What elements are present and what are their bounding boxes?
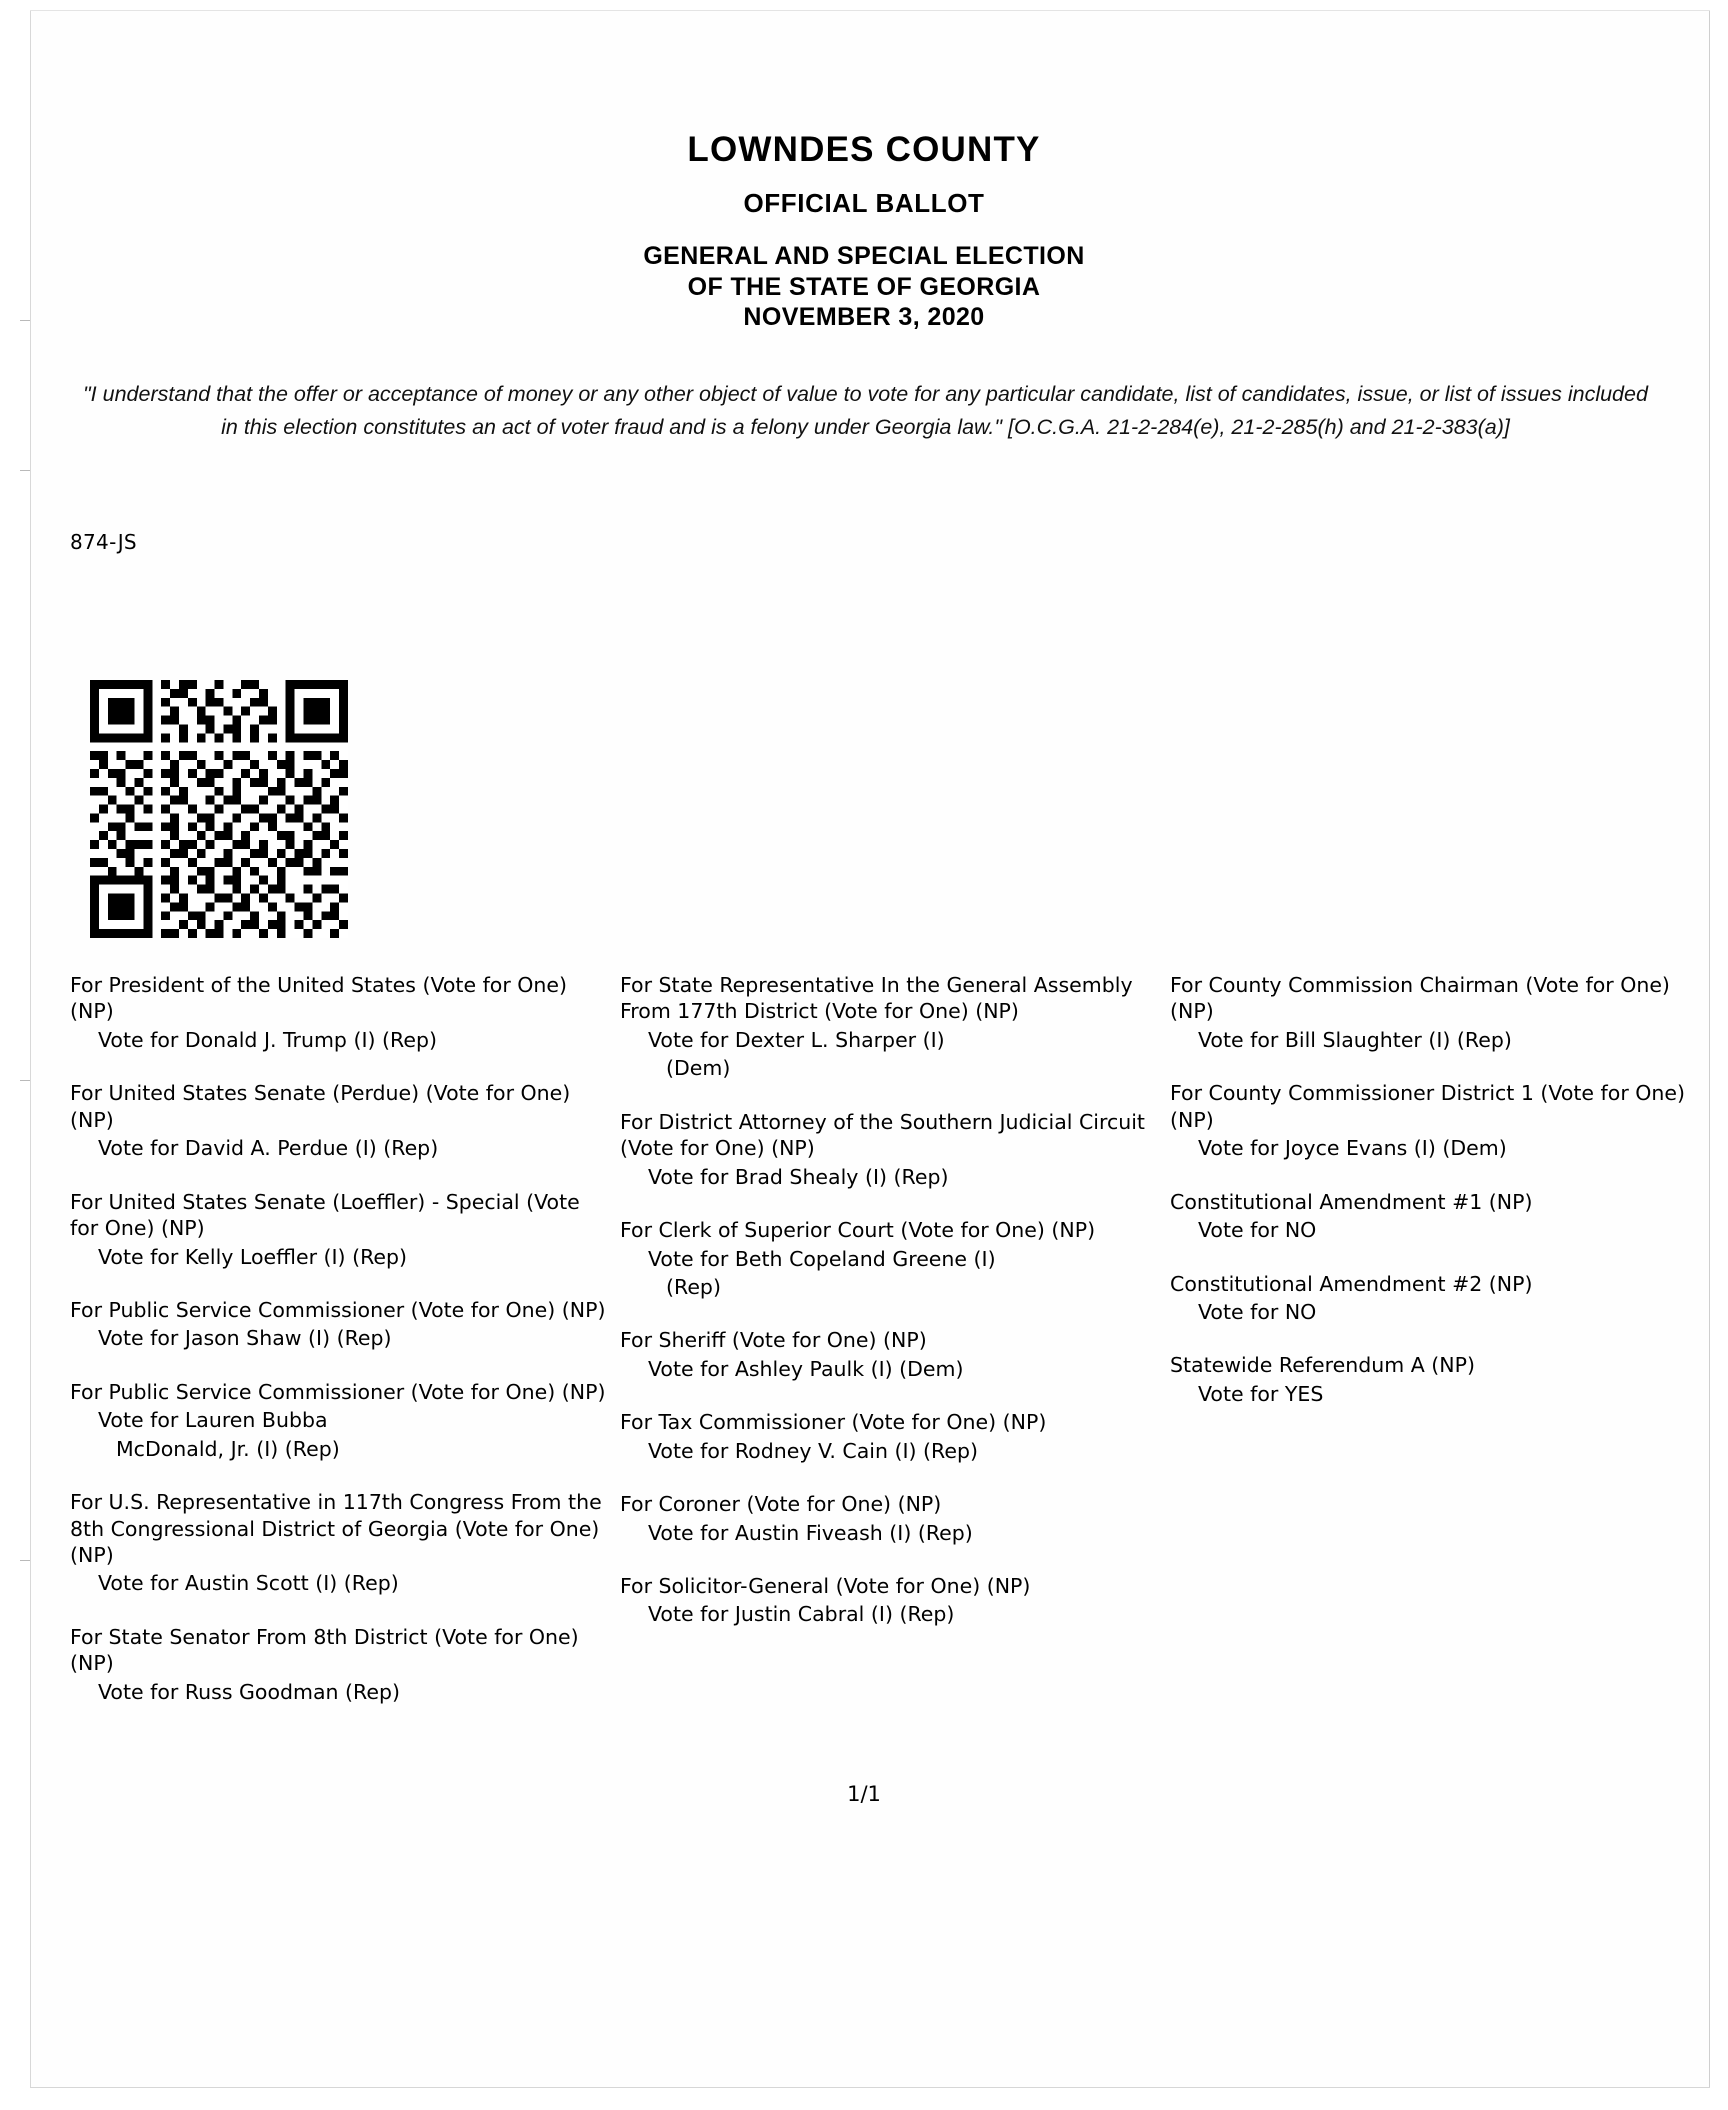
contest-choice: Vote for Jason Shaw (I) (Rep) xyxy=(98,1326,392,1351)
ballot-header xyxy=(0,130,1728,333)
contest-block xyxy=(620,1491,1165,1546)
contest-choice: Vote for Austin Scott (I) (Rep) xyxy=(98,1571,399,1596)
contest-title: For County Commissioner District 1 (Vote for One) (NP) xyxy=(1170,1081,1686,1132)
contest-title: For State Senator From 8th District (Vote for One) (NP) xyxy=(70,1624,579,1676)
contest-choice: Vote for Dexter L. Sharper (I) xyxy=(648,1027,945,1052)
contest-choice: Vote for Austin Fiveash (I) (Rep) xyxy=(648,1520,973,1545)
contest-title: For United States Senate (Perdue) (Vote for One) (NP) xyxy=(70,1081,571,1132)
contest-block xyxy=(620,972,1165,1082)
contest-block xyxy=(620,1409,1165,1464)
contest-block xyxy=(70,1379,610,1462)
contest-title: For Public Service Commissioner (Vote for One) (NP) xyxy=(70,1297,606,1322)
contest-block xyxy=(1170,1080,1690,1161)
contest-choice: Vote for YES xyxy=(1198,1381,1324,1406)
contest-choice-continuation: (Rep) xyxy=(666,1274,721,1299)
contest-block xyxy=(1170,1352,1690,1407)
contest-columns xyxy=(70,972,1686,1712)
contest-block xyxy=(1170,972,1690,1053)
contest-choice-continuation: (Dem) xyxy=(666,1056,731,1081)
contest-title: For Coroner (Vote for One) (NP) xyxy=(620,1492,942,1517)
scan-edge-bottom xyxy=(30,2087,1710,2110)
ballot-qr-code xyxy=(74,680,364,938)
contest-choice: Vote for Beth Copeland Greene (I) xyxy=(648,1246,996,1271)
contest-block xyxy=(620,1217,1165,1300)
contest-block xyxy=(1170,1271,1690,1326)
contest-title: For Tax Commissioner (Vote for One) (NP) xyxy=(620,1410,1047,1435)
contest-choice: Vote for Joyce Evans (I) (Dem) xyxy=(1198,1136,1507,1161)
contest-choice: Vote for Donald J. Trump (I) (Rep) xyxy=(98,1027,437,1052)
contest-title: Statewide Referendum A (NP) xyxy=(1170,1353,1475,1378)
contest-block xyxy=(1170,1189,1690,1244)
contest-title: For Public Service Commissioner (Vote for One) (NP) xyxy=(70,1379,606,1404)
scan-edge-top xyxy=(30,0,1710,11)
contest-choice-continuation: McDonald, Jr. (I) (Rep) xyxy=(116,1436,340,1461)
contest-choice: Vote for Lauren Bubba xyxy=(98,1408,328,1433)
contest-block xyxy=(70,1489,610,1597)
contest-title: For Solicitor-General (Vote for One) (NP) xyxy=(620,1574,1031,1598)
contest-title: For District Attorney of the Southern Judicial Circuit (Vote for One) (NP) xyxy=(620,1109,1145,1161)
contest-choice: Vote for Russ Goodman (Rep) xyxy=(98,1679,401,1704)
scan-tick-mark xyxy=(20,470,30,471)
scan-tick-mark xyxy=(20,1080,30,1081)
election-title-line-1: GENERAL AND SPECIAL ELECTION xyxy=(643,242,1085,270)
contest-title: For County Commission Chairman (Vote for One) (NP) xyxy=(1170,973,1670,1024)
contest-block xyxy=(620,1573,1165,1628)
contest-choice: Vote for Rodney V. Cain (I) (Rep) xyxy=(648,1438,978,1463)
voter-fraud-oath-text: "I understand that the offer or acceptance of money or any other object of value to vote for any particular candidate, list of candidates, issue, or list of issues included in this election constitutes an act of voter fraud and is a felony under Georgia law." [O.C.G.A. 21-2-284(e), 21-2-285(h) and 21-2-383(a)] xyxy=(83,382,1648,439)
contest-choice: Vote for NO xyxy=(1198,1299,1317,1324)
election-date: NOVEMBER 3, 2020 xyxy=(743,303,985,331)
page-number: 1/1 xyxy=(847,1782,881,1806)
contest-block xyxy=(70,1624,610,1705)
county-title: LOWNDES COUNTY xyxy=(687,130,1041,169)
contest-title: For Sheriff (Vote for One) (NP) xyxy=(620,1328,927,1353)
contest-choice: Vote for David A. Perdue (I) (Rep) xyxy=(98,1136,439,1161)
contest-block xyxy=(620,1109,1165,1190)
contest-block xyxy=(70,1080,610,1161)
contest-title: For United States Senate (Loeffler) - Special (Vote for One) (NP) xyxy=(70,1189,580,1241)
contest-title: For Clerk of Superior Court (Vote for One) (NP) xyxy=(620,1218,1096,1243)
contest-choice: Vote for Justin Cabral (I) (Rep) xyxy=(648,1602,955,1627)
contest-block xyxy=(620,1327,1165,1382)
contest-block xyxy=(70,1189,610,1270)
election-title-line-2: OF THE STATE OF GEORGIA xyxy=(687,272,1041,301)
contest-choice: Vote for Bill Slaughter (I) (Rep) xyxy=(1198,1027,1512,1052)
contest-title: For President of the United States (Vote for One) (NP) xyxy=(70,973,568,1024)
contest-choice: Vote for Brad Shealy (I) (Rep) xyxy=(648,1164,949,1189)
contest-block xyxy=(70,972,610,1053)
official-ballot-label: OFFICIAL BALLOT xyxy=(743,188,985,218)
contest-title: For U.S. Representative in 117th Congress From the 8th Congressional District of Georgia (Vote for One) (NP) xyxy=(70,1490,602,1567)
contest-choice: Vote for Ashley Paulk (I) (Dem) xyxy=(648,1356,964,1381)
contest-column-3 xyxy=(1170,972,1690,1434)
contest-choice: Vote for NO xyxy=(1198,1218,1317,1243)
ballot-style-id: 874-JS xyxy=(70,530,137,554)
scan-tick-mark xyxy=(20,1560,30,1561)
contest-block xyxy=(70,1297,610,1352)
contest-column-1 xyxy=(70,972,610,1732)
contest-column-2 xyxy=(620,972,1165,1655)
contest-title: Constitutional Amendment #2 (NP) xyxy=(1170,1271,1533,1296)
contest-choice: Vote for Kelly Loeffler (I) (Rep) xyxy=(98,1244,408,1269)
contest-title: Constitutional Amendment #1 (NP) xyxy=(1170,1189,1533,1214)
contest-title: For State Representative In the General Assembly From 177th District (Vote for One) (NP) xyxy=(620,973,1133,1024)
